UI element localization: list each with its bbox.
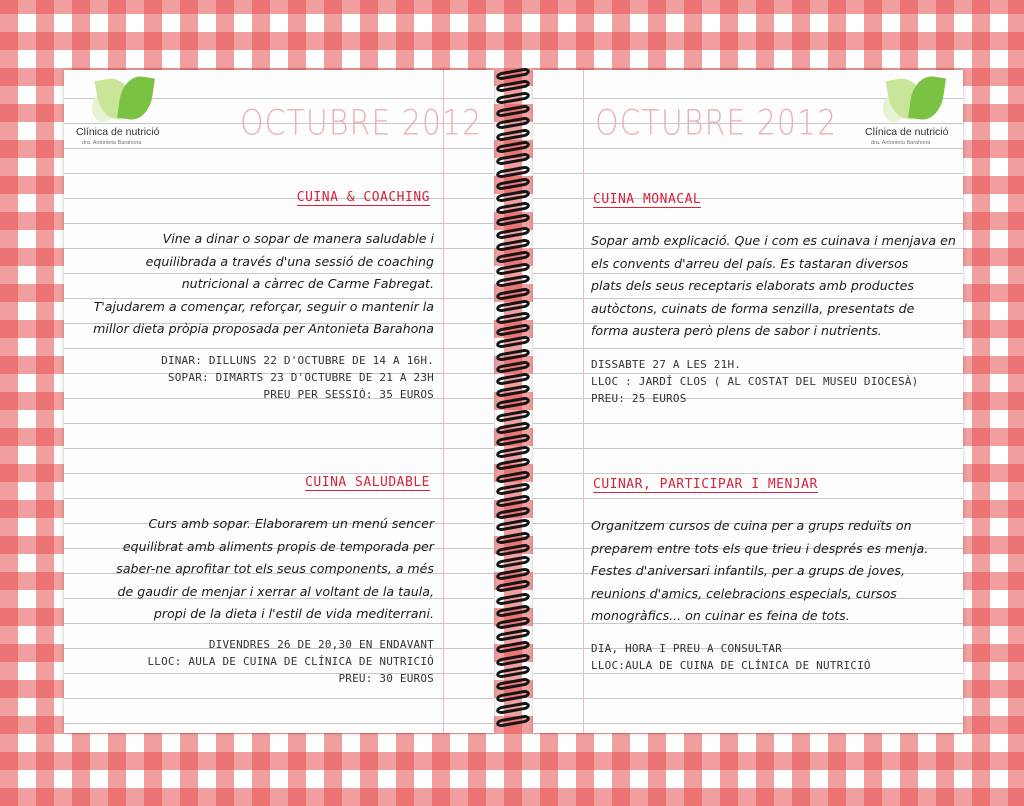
detail-line: LLOC: AULA DE CUINA DE CLÍNICA DE NUTRICIÓ — [147, 655, 434, 668]
brand-name: Clínica de nutrició — [76, 126, 160, 138]
leaf-icon — [117, 74, 155, 122]
spiral-ring — [496, 555, 531, 569]
description-line: autòctons, cuinats de forma senzilla, presentats de — [591, 300, 915, 316]
spiral-ring — [496, 677, 531, 691]
left-notebook-page — [64, 70, 494, 733]
spiral-ring — [496, 226, 531, 240]
description-line: Organitzem cursos de cuina per a grups reduïts on — [591, 518, 912, 533]
spiral-ring — [496, 457, 531, 471]
spiral-ring — [496, 311, 531, 325]
description-line: els convents d'arreu del país. Es tastaran diversos — [591, 255, 909, 271]
description-line: plats dels seus receptaris elaborats amb productes — [591, 278, 914, 293]
spiral-ring — [496, 421, 531, 435]
spiral-ring — [496, 616, 531, 630]
spiral-binding — [494, 66, 533, 738]
spiral-ring — [496, 396, 531, 410]
spiral-ring — [496, 287, 531, 301]
section-description — [591, 230, 961, 343]
spiral-ring — [496, 128, 531, 142]
right-notebook-page — [533, 70, 963, 733]
detail-line: PREU PER SESSIÓ: 35 EUROS — [263, 388, 434, 401]
month-heading: OCTUBRE 2012 — [595, 103, 838, 144]
event-details — [591, 356, 961, 407]
spiral-ring — [496, 433, 531, 447]
section-title: CUINAR, PARTICIPAR I MENJAR — [593, 477, 818, 492]
detail-line: DIVENDRES 26 DE 20,30 EN ENDAVANT — [208, 638, 434, 651]
spiral-ring — [496, 213, 531, 227]
spiral-ring — [496, 653, 531, 667]
spiral-ring — [496, 348, 531, 362]
description-line: forma austera però plens de sabor i nutrients. — [591, 323, 882, 338]
event-details — [591, 640, 961, 674]
spiral-ring — [496, 250, 531, 264]
description-line: de gaudir de menjar i xerrar al voltant de la taula, — [117, 583, 434, 599]
description-line: equilibrada a través d'una sessió de coaching — [145, 253, 434, 269]
page-margin-line — [443, 70, 444, 733]
spiral-ring — [496, 360, 531, 374]
brand-subtitle: dra. Antonieta Barahona — [82, 140, 142, 146]
brand-subtitle: dra. Antonieta Barahona — [871, 140, 931, 146]
description-line: millor dieta pròpia proposada per Antonieta Barahona — [93, 321, 434, 336]
detail-line: DIA, HORA I PREU A CONSULTAR — [591, 642, 783, 655]
section-description — [74, 513, 434, 626]
detail-line: DINAR: DILLUNS 22 D'OCTUBRE DE 14 A 16H. — [161, 354, 434, 367]
detail-line: PREU: 30 EUROS — [338, 672, 434, 685]
month-heading: OCTUBRE 2012 — [240, 103, 483, 144]
spiral-ring — [496, 372, 531, 386]
spiral-ring — [496, 701, 531, 715]
brand-name: Clínica de nutrició — [865, 126, 949, 138]
clinic-logo — [865, 74, 955, 154]
description-line: Sopar amb explicació. Que i com es cuinava i menjava en — [591, 233, 956, 248]
spiral-ring — [496, 335, 531, 349]
event-details — [74, 352, 434, 403]
description-line: nutricional a càrrec de Carme Fabregat. — [181, 276, 434, 291]
spiral-ring — [496, 543, 531, 557]
event-details — [74, 636, 434, 687]
detail-line: PREU: 25 EUROS — [591, 392, 687, 405]
detail-line: LLOC:AULA DE CUINA DE CLÍNICA DE NUTRICIÓ — [591, 659, 871, 672]
description-line: Curs amb sopar. Elaborarem un menú sencer — [148, 516, 434, 531]
description-line: Vine a dinar o sopar de manera saludable i — [162, 231, 434, 246]
page-margin-line — [583, 70, 584, 733]
spiral-ring — [496, 714, 531, 728]
spiral-ring — [496, 409, 531, 423]
spiral-ring — [496, 579, 531, 593]
spiral-ring — [496, 640, 531, 654]
spiral-ring — [496, 67, 531, 81]
section-title: CUINA MONACAL — [593, 192, 702, 207]
description-line: monogràfics... on cuinar es feina de tots. — [591, 608, 850, 623]
spiral-ring — [496, 104, 531, 118]
spiral-ring — [496, 592, 531, 606]
spiral-ring — [496, 189, 531, 203]
detail-line: SOPAR: DIMARTS 23 D'OCTUBRE DE 21 A 23H — [167, 371, 434, 384]
section-description — [591, 515, 961, 628]
section-description — [74, 228, 434, 341]
description-line: Festes d'aniversari infantils, per a grups de joves, — [591, 563, 905, 578]
description-line: propi de la dieta i l'estil de vida mediterrani. — [153, 606, 434, 621]
spiral-ring — [496, 494, 531, 508]
description-line: equilibrat amb aliments propis de temporada per — [122, 538, 434, 554]
description-line: T'ajudarem a començar, reforçar, seguir o mantenir la — [93, 298, 434, 314]
description-line: saber-ne aprofitar tot els seus components, a més — [116, 561, 434, 576]
detail-line: LLOC : JARDÍ CLOS ( AL COSTAT DEL MUSEU DIOCESÀ) — [591, 375, 919, 388]
spiral-ring — [496, 177, 531, 191]
description-line: reunions d'amics, celebracions especials, cursos — [591, 585, 897, 601]
spiral-ring — [496, 518, 531, 532]
spiral-ring — [496, 152, 531, 166]
leaf-icon — [908, 74, 946, 122]
spiral-ring — [496, 482, 531, 496]
detail-line: DISSABTE 27 A LES 21H. — [591, 358, 742, 371]
spiral-ring — [496, 274, 531, 288]
spiral-ring — [496, 238, 531, 252]
spiral-ring — [496, 470, 531, 484]
spiral-ring — [496, 299, 531, 313]
spiral-ring — [496, 665, 531, 679]
spiral-ring — [496, 116, 531, 130]
spiral-ring — [496, 165, 531, 179]
section-title: CUINA & COACHING — [296, 190, 430, 205]
description-line: preparem entre tots els que trieu i després es menja. — [591, 540, 929, 556]
spiral-ring — [496, 604, 531, 618]
spiral-ring — [496, 91, 531, 105]
clinic-logo — [74, 74, 164, 154]
section-title: CUINA SALUDABLE — [305, 475, 430, 490]
spiral-ring — [496, 531, 531, 545]
